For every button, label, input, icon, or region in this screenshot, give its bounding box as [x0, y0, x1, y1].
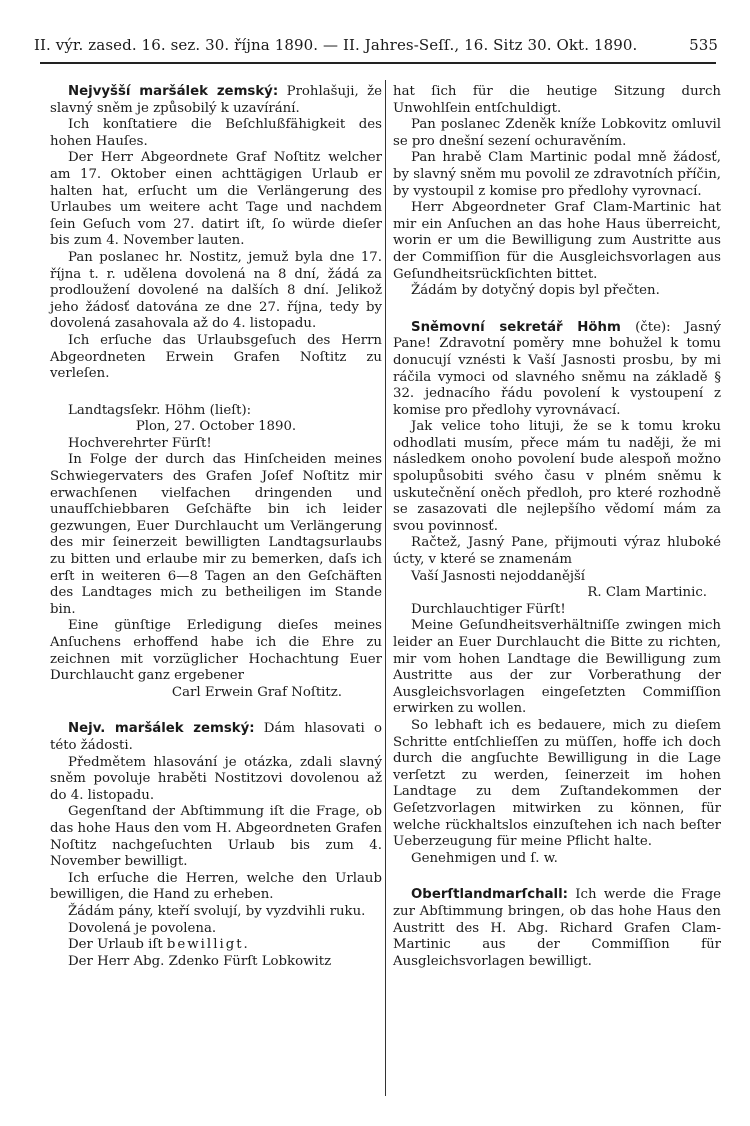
letter-signature: Carl Erwein Graf Noſtitz.	[171, 684, 342, 700]
paragraph: Předmětem hlasování je otázka, zdali slavný sněm povoluje hraběti Nostitzovi dovolenou až do 4. listopadu.	[50, 754, 382, 803]
paragraph: Pan poslanec Zdeněk kníže Lobkovitz omluvil se pro dnešní sezení ochuravěním.	[393, 117, 721, 149]
paragraph: Pan hrabě Clam Martinic podal mně žádosť, by slavný sněm mu povolil ze zdravotních příčin, by vystoupil z komise pro předlohy vyrovnací.	[393, 150, 722, 199]
left-column	[50, 84, 382, 970]
paragraph: Gegenſtand der Abſtimmung iſt die Frage, ob das hohe Haus den vom H. Abgeordneten Grafen Noſtitz nachgeſuchten Urlaub bis zum 4. November bewilligt.	[50, 804, 382, 870]
paragraph: Der Herr Abg. Zdenko Fürſt Lobkowitz	[68, 953, 332, 969]
paragraph: Ich konſtatiere die Beſchlußfähigkeit des hohen Hauſes.	[50, 117, 382, 149]
letter-signature: R. Clam Martinic.	[587, 585, 707, 601]
paragraph	[393, 320, 721, 420]
paragraph: Der Herr Abgeordnete Graf Noſtitz welcher am 17. Oktober einen achttägigen Urlaub er halten hat, erſucht um die Verlängerung des Urlaubes um weitere acht Tage und nachdem ſein Geſuch vom 27. datirt iſt, ſo würde dieſer bis zum 4. November lauten.	[50, 150, 382, 249]
paragraph	[50, 84, 382, 117]
speaker-name: Oberſtlandmarſchall:	[411, 887, 568, 903]
page-number: 535	[689, 36, 718, 54]
paragraph: Genehmigen und ſ. w.	[411, 850, 558, 866]
secretary-reads-line: Landtagsſekr. Höhm (lieſt):	[68, 402, 252, 418]
paragraph: Herr Abgeordneter Graf Clam-Martinic hat mir ein Anſuchen an das hohe Haus überreicht, worin er um die Bewilligung zum Austritte aus der Commiſſion für die Ausgleichsvorlagen aus Geſundheitsrückſichten bittet.	[393, 200, 721, 282]
letter-salutation: Hochverehrter Fürſt!	[68, 435, 212, 451]
speech-text: Der Urlaub iſt	[68, 937, 163, 953]
speaker-name: Nejvyšší maršálek zemský:	[68, 84, 279, 99]
running-header	[34, 36, 718, 54]
paragraph: Jak velice toho lituji, že se k tomu kroku odhodlati musím, přece mám tu naději, že mi následkem onoho povolení bude alespoň možno spolupůsobiti svého času v plném sněmu k uskutečnění oněch předloh, pro které rozhodně se zasazovati dle nejlepšího vědomí mám za svou povinnosť.	[393, 419, 721, 534]
paragraph: Eine günſtige Erledigung dieſes meines Anſuchens erhoffend habe ich die Ehre zu zeichnen mit vorzüglicher Hochachtung Euer Durchlaucht ganz ergebener	[50, 618, 382, 684]
right-column	[393, 84, 721, 970]
paragraph: Ich erſuche das Urlaubsgeſuch des Herrn Abgeordneten Erwein Grafen Noſtitz zu verleſen.	[50, 332, 382, 382]
paragraph: In Folge der durch das Hinſcheiden meines Schwiegervaters des Grafen Joſef Noſtitz mir erwachſenen vielfachen dringenden und unaufſchiebbaren Geſchäfte bin ich leider gezwungen, Euer Durchlaucht um Verlängerung des mir ſeinerzeit bewilligten Landtagsurlaubs zu bitten und erlaube mir zu bemerken, daſs ich erſt in weiteren 6—8 Tagen an den Geſchäften des Landtages mich zu betheiligen im Stande bin.	[50, 452, 382, 617]
speech-text: (čte): Jasný Pane! Zdravotní poměry mne bohužel k tomu donucují vznésti k Vaší Jasnosti prosbu, by mi ráčila vymoci od slavného sněmu na základě § 32. jednacího řádu povolení k vystoupení z komise pro předlohy vyrovnávací.	[393, 319, 722, 418]
paragraph: Dovolená je povolena.	[68, 920, 217, 936]
paragraph: Pan poslanec hr. Nostitz, jemuž byla dne 17. října t. r. udělena dovolená na 8 dní, žádá za prodloužení dovolené na dalších 8 dní. Jelikož jeho žádosť datována ze dne 27. října, tedy by dovolená zasahovala až do 4. listopadu.	[50, 249, 382, 332]
paragraph: Račtež, Jasný Pane, přijmouti výraz hluboké úcty, v které se znamenám	[393, 535, 721, 568]
paragraph	[50, 937, 382, 954]
speech-text: Dám hlasovati o této žádosti.	[50, 721, 382, 753]
speaker-name: Nejv. maršálek zemský:	[68, 721, 255, 737]
paragraph: Meine Geſundheitsverhältniſſe zwingen mich leider an Euer Durchlaucht die Bitte zu richten, mir vom hohen Landtage die Bewilligung zum Austritte aus der zur Vorberathung der Ausgleichsvorlagen eingeſetzten Commiſſion erwirken zu wollen.	[393, 618, 721, 717]
paragraph: So lebhaft ich es bedauere, mich zu dieſem Schritte entſchlieſſen zu müſſen, hoffe ich doch durch die angſuchte Bewilligung in die Lage verſetzt zu werden, ſeinerzeit im hohen Landtage zu dem Zuſtandekommen der Geſetzvorlagen mitwirken zu können, für welche rückhaltslos einzuſtehen ich nach beſter Ueberzeugung für meine Pflicht halte.	[393, 717, 721, 850]
header-rule	[40, 62, 716, 64]
paragraph	[50, 721, 382, 754]
paragraph	[393, 887, 721, 970]
paragraph: hat ſich für die heutige Sitzung durch Unwohlſein entſchuldigt.	[393, 84, 721, 116]
paragraph: Žádám by dotyčný dopis byl přečten.	[411, 283, 660, 299]
column-divider	[385, 80, 386, 1096]
letter-date: Plon, 27. October 1890.	[135, 419, 297, 435]
paragraph: Žádám pány, kteří svolují, by vyzdvihli ruku.	[68, 903, 366, 919]
spaced-emphasis: bewilligt.	[166, 937, 250, 953]
letter-salutation: Durchlauchtiger Fürſt!	[411, 601, 566, 617]
paragraph: Ich erſuche die Herren, welche den Urlaub bewilligen, die Hand zu erheben.	[50, 870, 382, 903]
speech-text: Ich werde die Frage zur Abſtimmung bringen, ob das hohe Haus den Austritt des H. Abg. Richard Grafen Clam-Martinic aus der Commiſſion für Ausgleichsvorlagen bewilligt.	[393, 887, 721, 969]
running-head-text: II. výr. zased. 16. sez. 30. října 1890. — II. Jahres-Seſſ., 16. Sitz 30. Okt. 1890.	[34, 36, 638, 54]
speech-text: Prohlašuji, že slavný sněm je způsobilý k uzavírání.	[50, 84, 382, 116]
speaker-name: Sněmovní sekretář Höhm	[411, 319, 621, 335]
letter-closing: Vaší Jasnosti nejoddanější	[411, 568, 586, 584]
